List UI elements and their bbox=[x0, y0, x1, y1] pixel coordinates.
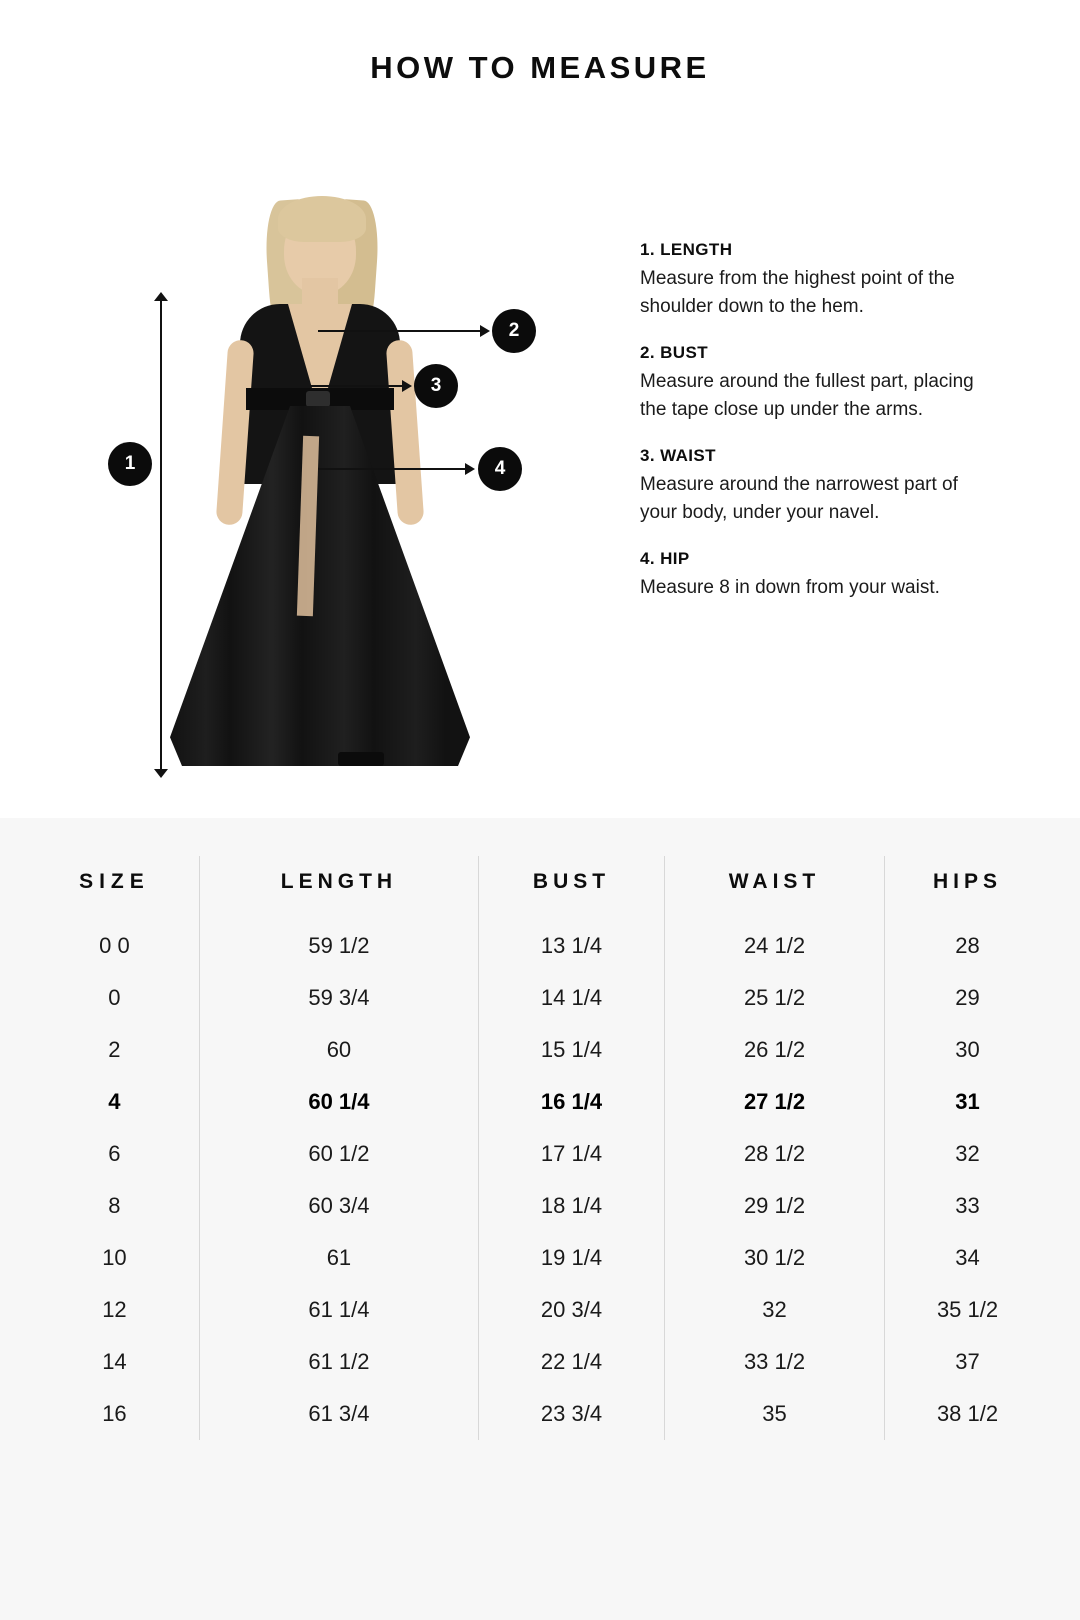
waist-callout bbox=[414, 364, 458, 408]
cell-waist: 32 bbox=[664, 1284, 884, 1336]
measurement-instructions bbox=[640, 240, 1000, 602]
cell-size: 16 bbox=[102, 1401, 127, 1426]
column-header-length: LENGTH bbox=[199, 856, 478, 920]
callout-number: 1 bbox=[124, 453, 136, 474]
cell-waist: 24 1/2 bbox=[664, 920, 884, 972]
page-title: HOW TO MEASURE bbox=[370, 50, 710, 85]
cell-size: 0 bbox=[108, 985, 121, 1010]
cell-size: 4 bbox=[108, 1089, 121, 1114]
table-header-row bbox=[30, 856, 1050, 920]
table-row bbox=[30, 1336, 1050, 1388]
cell-hips: 31 bbox=[885, 1076, 1050, 1128]
cell-waist: 26 1/2 bbox=[664, 1024, 884, 1076]
table-row bbox=[30, 1284, 1050, 1336]
instruction-length bbox=[640, 240, 1000, 321]
cell-bust: 18 1/4 bbox=[479, 1180, 665, 1232]
cell-size: 8 bbox=[108, 1193, 121, 1218]
cell-length: 59 3/4 bbox=[199, 972, 478, 1024]
instruction-hip bbox=[640, 549, 1000, 602]
column-header-hips: HIPS bbox=[885, 856, 1050, 920]
cell-size: 10 bbox=[102, 1245, 127, 1270]
cell-size: 0 0 bbox=[99, 933, 130, 958]
cell-bust: 20 3/4 bbox=[479, 1284, 665, 1336]
belt-buckle bbox=[306, 391, 330, 407]
cell-hips: 35 1/2 bbox=[885, 1284, 1050, 1336]
cell-hips: 30 bbox=[885, 1024, 1050, 1076]
cell-size: 12 bbox=[102, 1297, 127, 1322]
hip-leader-line bbox=[318, 468, 473, 470]
cell-waist: 35 bbox=[664, 1388, 884, 1440]
cell-length: 60 3/4 bbox=[199, 1180, 478, 1232]
instruction-bust bbox=[640, 343, 1000, 424]
cell-bust: 22 1/4 bbox=[479, 1336, 665, 1388]
column-header-bust: BUST bbox=[479, 856, 665, 920]
cell-hips: 34 bbox=[885, 1232, 1050, 1284]
instruction-body: Measure 8 in down from your waist. bbox=[640, 577, 940, 598]
cell-length: 61 bbox=[199, 1232, 478, 1284]
cell-bust: 23 3/4 bbox=[479, 1388, 665, 1440]
size-chart-section bbox=[0, 818, 1080, 1620]
bust-leader-line bbox=[318, 330, 488, 332]
cell-length: 61 1/4 bbox=[199, 1284, 478, 1336]
instruction-body: Measure around the fullest part, placing the tape close up under the arms. bbox=[640, 371, 974, 420]
instruction-body: Measure around the narrowest part of your body, under your navel. bbox=[640, 474, 958, 523]
cell-hips: 38 1/2 bbox=[885, 1388, 1050, 1440]
dress-skirt-sheen bbox=[170, 406, 470, 766]
cell-length: 59 1/2 bbox=[199, 920, 478, 972]
table-row bbox=[30, 1180, 1050, 1232]
cell-waist: 30 1/2 bbox=[664, 1232, 884, 1284]
cell-length: 61 3/4 bbox=[199, 1388, 478, 1440]
cell-bust: 14 1/4 bbox=[479, 972, 665, 1024]
table-row bbox=[30, 1076, 1050, 1128]
column-header-size: SIZE bbox=[79, 870, 150, 893]
cell-length: 60 1/4 bbox=[199, 1076, 478, 1128]
cell-bust: 17 1/4 bbox=[479, 1128, 665, 1180]
table-row bbox=[30, 1232, 1050, 1284]
model-figure bbox=[150, 200, 570, 780]
model-shoe bbox=[338, 752, 384, 766]
cell-hips: 28 bbox=[885, 920, 1050, 972]
size-chart-body bbox=[30, 920, 1050, 1440]
waist-leader-line bbox=[310, 385, 410, 387]
size-chart-table bbox=[30, 856, 1050, 1440]
instruction-heading: 2. BUST bbox=[640, 343, 708, 362]
column-header-waist: WAIST bbox=[664, 856, 884, 920]
hip-callout bbox=[478, 447, 522, 491]
cell-waist: 33 1/2 bbox=[664, 1336, 884, 1388]
cell-length: 61 1/2 bbox=[199, 1336, 478, 1388]
cell-size: 6 bbox=[108, 1141, 121, 1166]
bust-callout bbox=[492, 309, 536, 353]
cell-waist: 27 1/2 bbox=[664, 1076, 884, 1128]
callout-number: 2 bbox=[508, 320, 520, 341]
cell-length: 60 bbox=[199, 1024, 478, 1076]
model-arm-right bbox=[386, 339, 425, 525]
cell-size: 14 bbox=[102, 1349, 127, 1374]
size-chart-head bbox=[30, 856, 1050, 920]
cell-size: 2 bbox=[108, 1037, 121, 1062]
table-row bbox=[30, 1024, 1050, 1076]
instruction-waist bbox=[640, 446, 1000, 527]
cell-bust: 16 1/4 bbox=[479, 1076, 665, 1128]
cell-hips: 29 bbox=[885, 972, 1050, 1024]
cell-bust: 19 1/4 bbox=[479, 1232, 665, 1284]
instruction-heading: 1. LENGTH bbox=[640, 240, 733, 259]
instruction-body: Measure from the highest point of the shoulder down to the hem. bbox=[640, 268, 955, 317]
cell-hips: 32 bbox=[885, 1128, 1050, 1180]
callout-number: 4 bbox=[494, 458, 506, 479]
cell-hips: 37 bbox=[885, 1336, 1050, 1388]
cell-waist: 25 1/2 bbox=[664, 972, 884, 1024]
table-row bbox=[30, 920, 1050, 972]
instruction-heading: 4. HIP bbox=[640, 549, 690, 568]
callout-number: 3 bbox=[430, 375, 442, 396]
table-row bbox=[30, 1388, 1050, 1440]
length-callout bbox=[108, 442, 152, 486]
table-row bbox=[30, 972, 1050, 1024]
cell-waist: 29 1/2 bbox=[664, 1180, 884, 1232]
cell-waist: 28 1/2 bbox=[664, 1128, 884, 1180]
table-row bbox=[30, 1128, 1050, 1180]
cell-hips: 33 bbox=[885, 1180, 1050, 1232]
length-measure-arrow bbox=[160, 300, 162, 770]
instruction-heading: 3. WAIST bbox=[640, 446, 716, 465]
hair-top-icon bbox=[278, 196, 366, 242]
cell-bust: 15 1/4 bbox=[479, 1024, 665, 1076]
cell-bust: 13 1/4 bbox=[479, 920, 665, 972]
cell-length: 60 1/2 bbox=[199, 1128, 478, 1180]
